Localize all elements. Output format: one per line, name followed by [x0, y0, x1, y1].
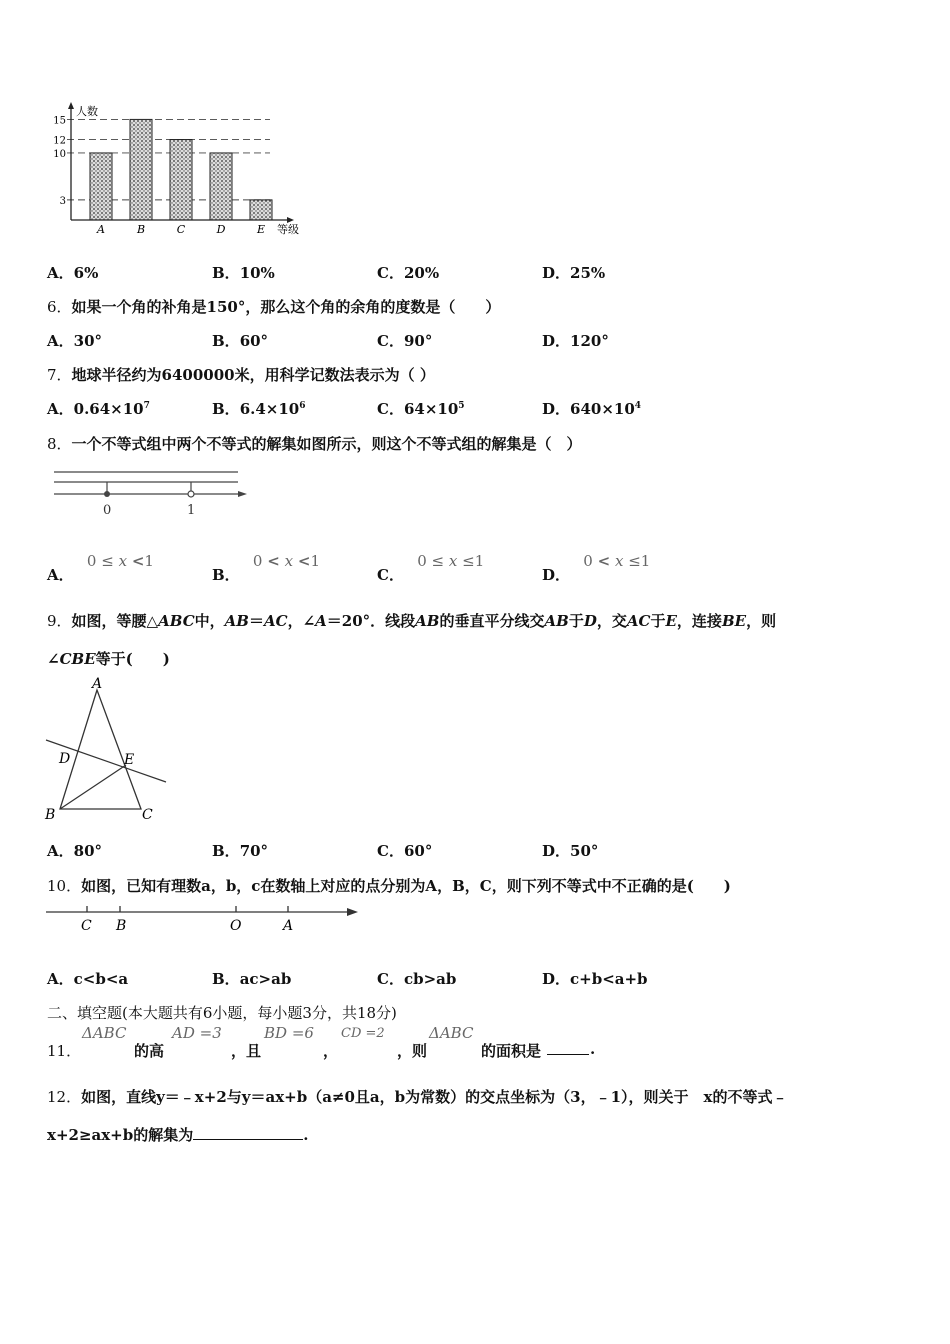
y-tick-label: 10 — [53, 148, 66, 160]
y-tick-label: 3 — [59, 195, 66, 207]
vertex-b: B — [45, 807, 56, 823]
section-2-title: 二、填空题(本大题共有6小题，每小题3分，共18分) — [47, 1004, 397, 1022]
y-tick-label: 15 — [53, 115, 66, 127]
q8-option-b[interactable]: B． 0 < x <1 — [212, 552, 320, 584]
q10-number-line — [44, 900, 364, 936]
q9-stem-line2: ∠CBE等于( ) — [47, 650, 170, 668]
q7-option-d[interactable]: D．$640\times 10^4$ — [542, 400, 642, 418]
q5-option-c[interactable]: C．20% — [377, 264, 440, 282]
hollow-point-icon — [188, 491, 194, 497]
q5-option-b[interactable]: B．10% — [212, 264, 275, 282]
vertex-c: C — [142, 807, 153, 823]
x-tick-label: A — [97, 223, 105, 236]
q8-stem: 8．一个不等式组中两个不等式的解集如图所示，则这个不等式组的解集是（ ） — [47, 435, 582, 453]
bar-e — [250, 200, 272, 220]
q8-option-a[interactable]: A． 0 ≤ x <1 — [47, 552, 154, 584]
q7-option-c[interactable]: C．$64\times 10^5$ — [377, 400, 465, 418]
x-tick-label: C — [176, 223, 186, 236]
q12-stem-line1: 12．如图，直线y＝﹣x+2与y＝ax+b（a≠0且a，b为常数）的交点坐标为（3，﹣1），则关于 x的不等式﹣ — [47, 1088, 788, 1106]
q8-option-c[interactable]: C． 0 ≤ x ≤1 — [377, 552, 485, 584]
q9-option-a[interactable]: A．80° — [47, 842, 103, 860]
q9-option-b[interactable]: B．70° — [212, 842, 269, 860]
point-a-label: A — [283, 918, 294, 934]
q6-stem: 6．如果一个角的补角是150°，那么这个角的余角的度数是（ ） — [47, 298, 501, 316]
q7-stem: 7．地球半径约为6400000米，用科学记数法表示为（ ） — [47, 366, 435, 384]
y-tick-label: 12 — [53, 135, 66, 147]
solid-point-icon — [104, 491, 110, 497]
q8-number-line — [48, 466, 253, 522]
q8-option-d[interactable]: D． 0 < x ≤1 — [542, 552, 651, 584]
q9-option-c[interactable]: C．60° — [377, 842, 433, 860]
q9-triangle-figure — [42, 676, 172, 824]
point-e: E — [124, 752, 135, 768]
q7-option-a[interactable]: A．$0.64\times 10^7$ — [47, 400, 150, 418]
x-tick-label: D — [216, 223, 226, 236]
point-o-label: O — [230, 918, 242, 934]
q6-option-c[interactable]: C．90° — [377, 332, 433, 350]
vertex-a: A — [92, 676, 103, 692]
q10-option-b[interactable]: B．ac>ab — [212, 970, 292, 988]
q10-option-d[interactable]: D．c+b<a+b — [542, 970, 648, 988]
q7-option-b[interactable]: B．$6.4\times 10^6$ — [212, 400, 306, 418]
q6-option-b[interactable]: B．60° — [212, 332, 269, 350]
x-axis-label: 等级 — [277, 223, 299, 236]
q6-option-d[interactable]: D．120° — [542, 332, 609, 350]
x-tick-label: B — [136, 223, 146, 236]
q12-stem-line2: x+2≥ax+b的解集为 . — [47, 1126, 309, 1144]
q9-stem-line1: 9．如图，等腰△ABC中，AB＝AC，∠A＝20°．线段AB的垂直平分线交AB于D，交AC于E，连接BE，则 — [47, 612, 777, 630]
q12-answer-blank[interactable] — [193, 1125, 303, 1140]
q10-option-a[interactable]: A．c<b<a — [47, 970, 129, 988]
q5-option-d[interactable]: D．25% — [542, 264, 606, 282]
q10-stem: 10．如图，已知有理数a，b，c在数轴上对应的点分别为A，B，C，则下列不等式中不正确的是( ) — [47, 877, 731, 895]
point-b-label: B — [116, 918, 127, 934]
axis-label-1: 1 — [187, 503, 196, 518]
q11-answer-blank[interactable] — [547, 1040, 589, 1055]
point-d: D — [59, 751, 71, 767]
bar-c — [170, 140, 192, 220]
x-tick-label: E — [256, 223, 266, 236]
bar-a — [90, 153, 112, 220]
q11-stem: 11． ΔABC 的高 AD =3 ，且 BD =6 ， CD =2 ，则 ΔABC 的面积是 . — [47, 1024, 596, 1060]
q10-option-c[interactable]: C．cb>ab — [377, 970, 457, 988]
q6-option-a[interactable]: A．30° — [47, 332, 103, 350]
bar-chart — [45, 100, 310, 240]
axis-label-0: 0 — [103, 503, 112, 518]
y-axis-label: 人数 — [76, 105, 98, 118]
bar-d — [210, 153, 232, 220]
point-c-label: C — [81, 918, 92, 934]
q9-option-d[interactable]: D．50° — [542, 842, 599, 860]
bar-b — [130, 119, 152, 220]
q5-option-a[interactable]: A．6% — [47, 264, 99, 282]
